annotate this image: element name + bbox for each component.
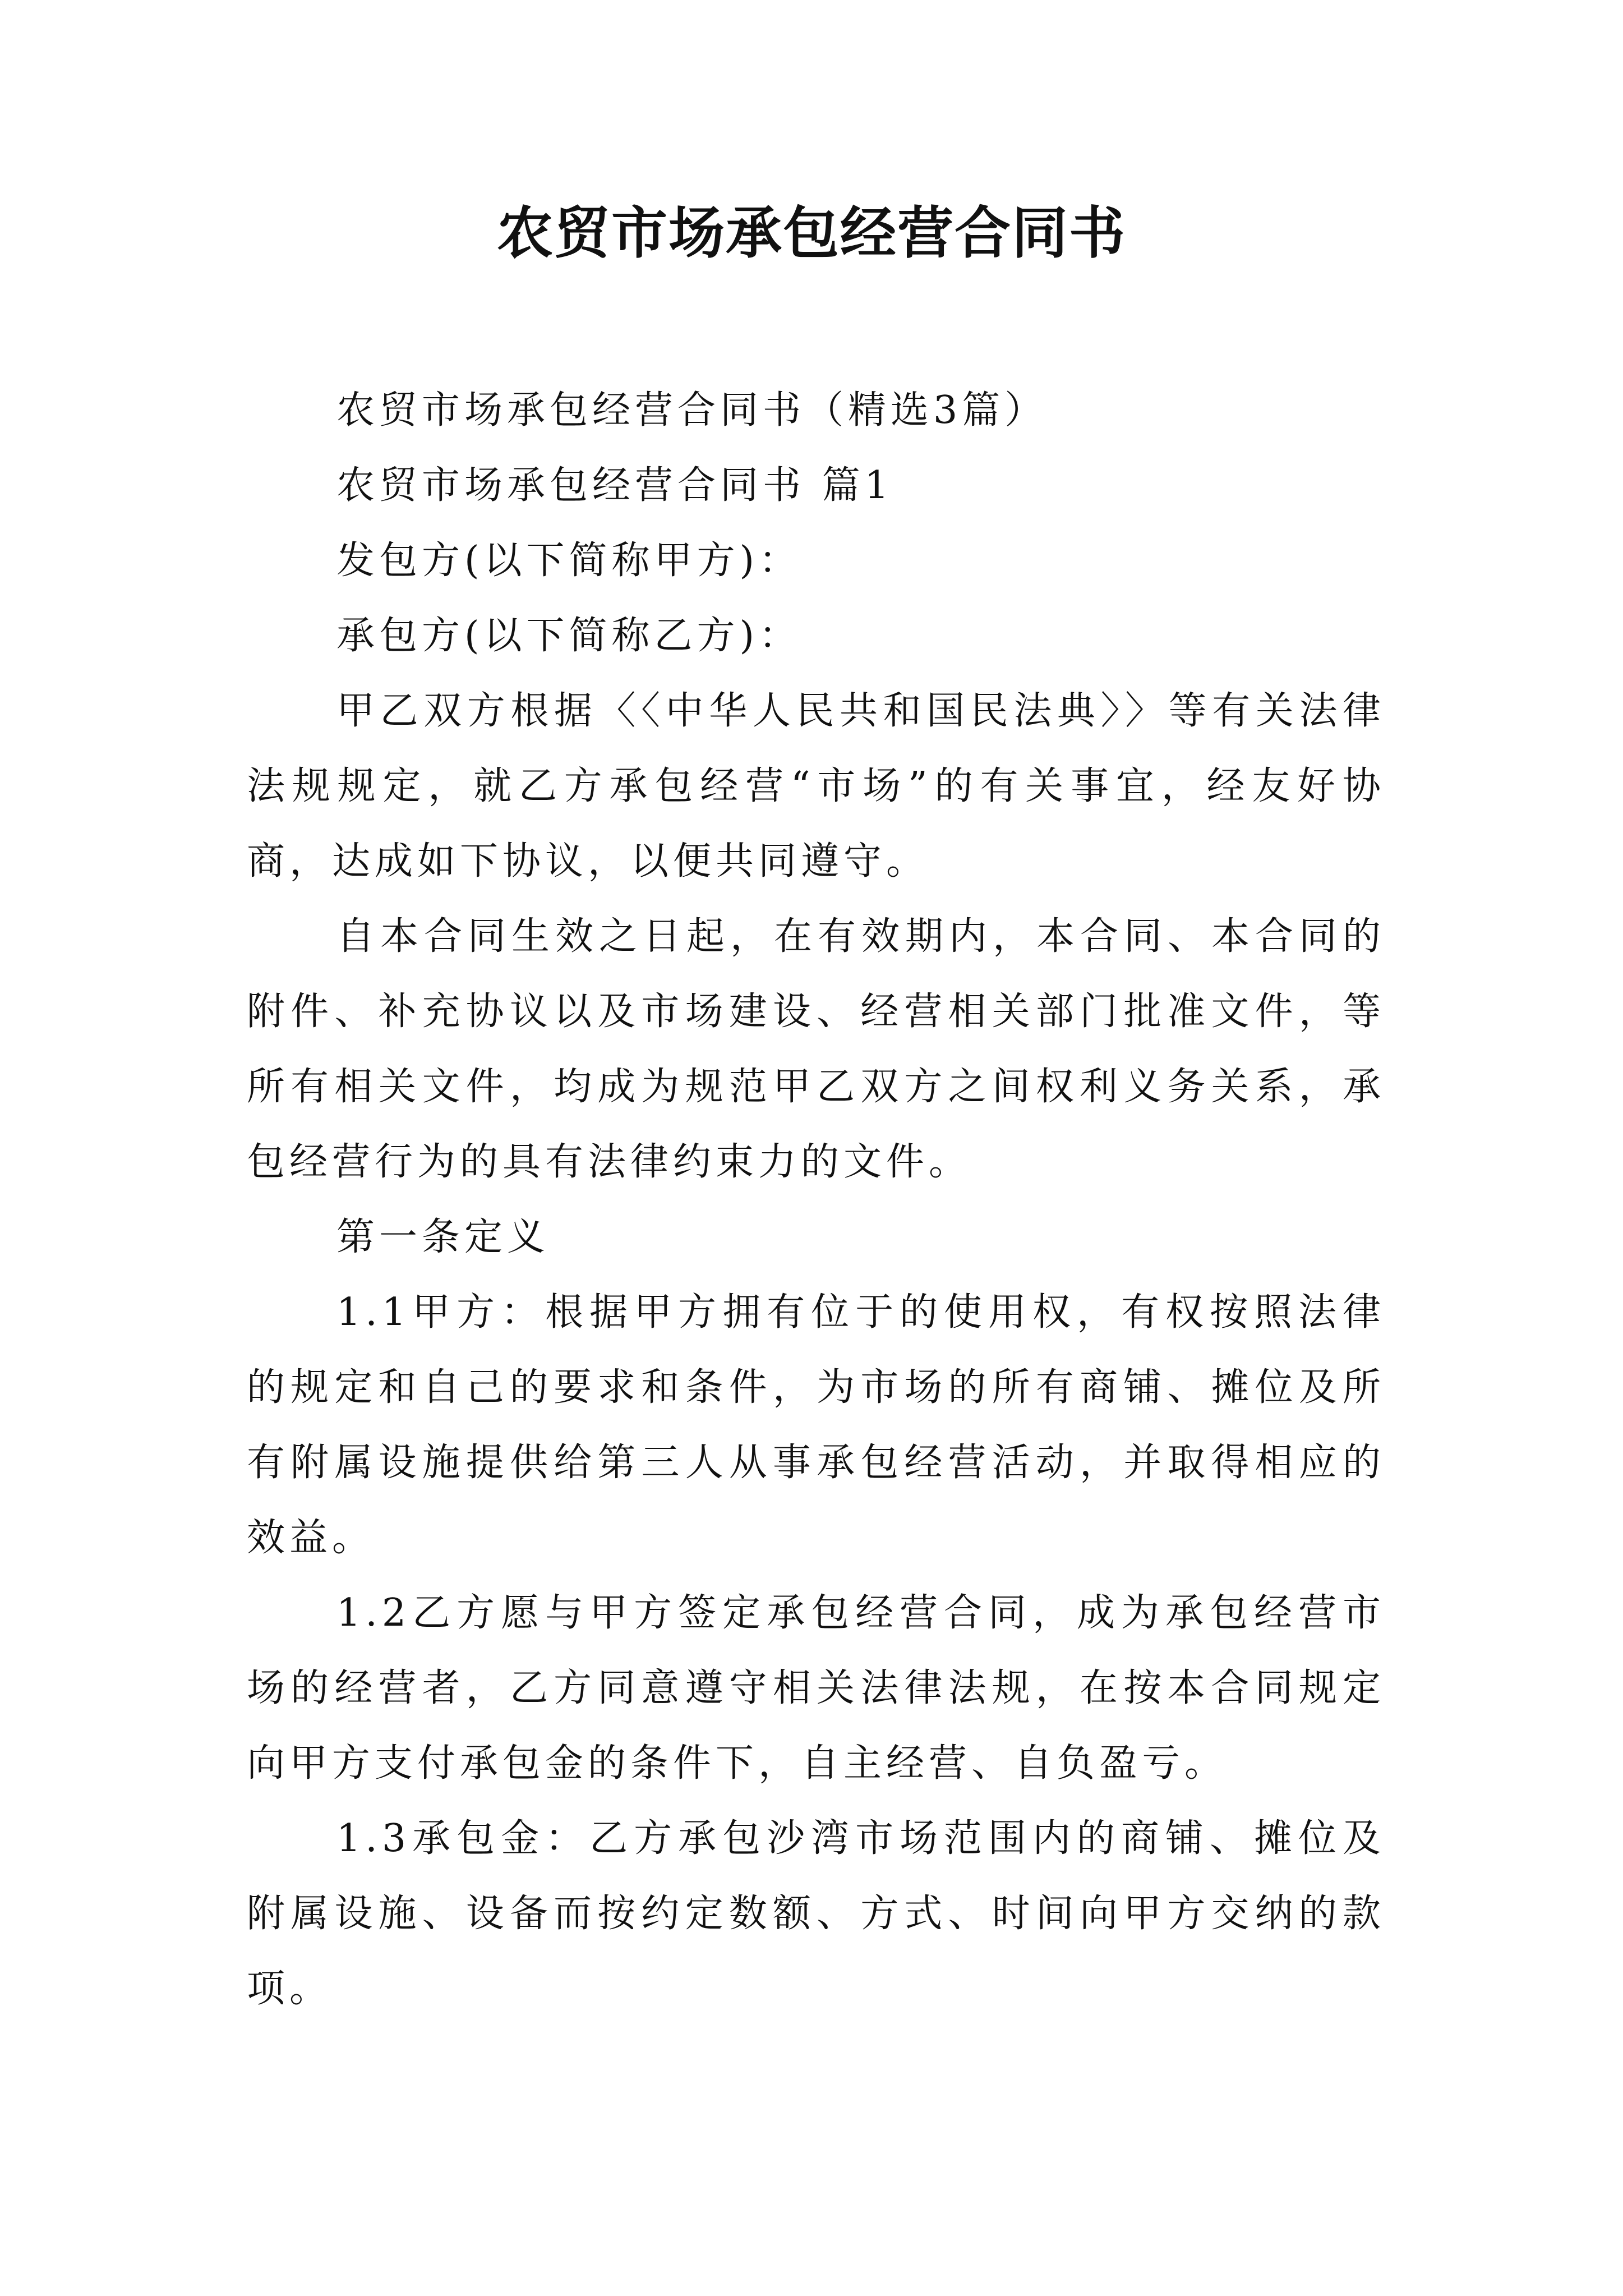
paragraph-party-a: 发包方(以下简称甲方)： <box>336 539 802 583</box>
paragraph-article-1-heading: 第一条定义 <box>336 1215 550 1259</box>
paragraph-preamble: 甲乙双方根据〈〈中华人民共和国民法典〉〉等有关法律法规规定，就乙方承包经营“市场”的有关事宜，经友好协商，达成如下协议，以便共同遵守。 <box>247 689 1385 884</box>
paragraph-clause-1-2: 1.2乙方愿与甲方签定承包经营合同，成为承包经营市场的经营者，乙方同意遵守相关法律法规，在按本合同规定向甲方支付承包金的条件下，自主经营、自负盈亏。 <box>247 1591 1385 1786</box>
paragraph-clause-1-3: 1.3承包金：乙方承包沙湾市场范围内的商铺、摊位及附属设施、设备而按约定数额、方式、时间向甲方交纳的款项。 <box>247 1816 1385 2011</box>
document-title: 农贸市场承包经营合同书 <box>497 200 1126 266</box>
document-body <box>247 373 1385 2027</box>
paragraph-party-b: 承包方(以下简称乙方)： <box>336 614 802 658</box>
paragraph-subtitle: 农贸市场承包经营合同书（精选3篇） <box>336 388 1048 432</box>
paragraph-effectiveness: 自本合同生效之日起，在有效期内，本合同、本合同的附件、补充协议以及市场建设、经营相关部门批准文件，等所有相关文件，均成为规范甲乙双方之间权利义务关系，承包经营行为的具有法律约束力的文件。 <box>247 914 1385 1184</box>
paragraph-section-heading: 农贸市场承包经营合同书 篇1 <box>336 463 893 508</box>
paragraph-clause-1-1: 1.1甲方：根据甲方拥有位于的使用权，有权按照法律的规定和自己的要求和条件，为市场的所有商铺、摊位及所有附属设施提供给第三人从事承包经营活动，并取得相应的效益。 <box>247 1290 1385 1560</box>
